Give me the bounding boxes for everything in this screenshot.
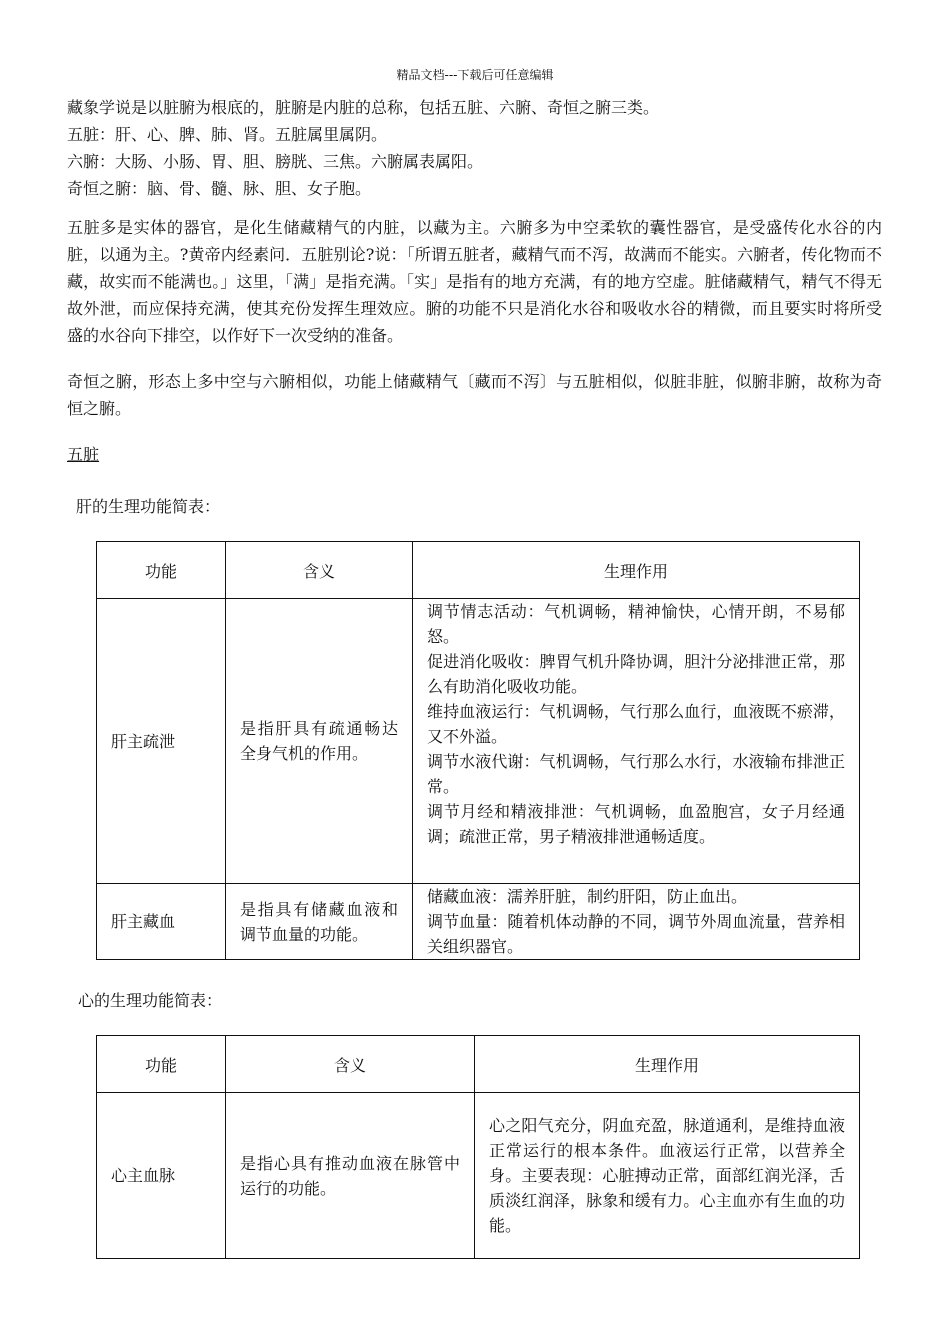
liver-function-table bbox=[96, 541, 860, 960]
meaning-cell: 是指具有储藏血液和调节血量的功能。 bbox=[226, 884, 413, 960]
column-header: 含义 bbox=[226, 542, 413, 599]
effect-item: 调节血量：随着机体动静的不同，调节外周血流量，营养相关组织器官。 bbox=[427, 912, 845, 956]
table-header-row bbox=[97, 542, 860, 599]
meaning-cell: 是指心具有推动血液在脉管中运行的功能。 bbox=[226, 1093, 475, 1259]
column-header: 生理作用 bbox=[413, 542, 860, 599]
function-cell: 心主血脉 bbox=[97, 1093, 226, 1259]
page-header: 精品文档---下载后可任意编辑 bbox=[396, 68, 554, 82]
meaning-cell: 是指肝具有疏通畅达全身气机的作用。 bbox=[226, 599, 413, 884]
effects-cell bbox=[413, 599, 860, 884]
effect-item: 调节情志活动：气机调畅，精神愉快，心情开朗，不易郁怒。 bbox=[427, 602, 845, 646]
function-cell: 肝主藏血 bbox=[97, 884, 226, 960]
intro-line: 五脏：肝、心、脾、肺、肾。五脏属里属阴。 bbox=[67, 125, 388, 144]
liver-table-caption: 肝的生理功能简表： bbox=[76, 497, 221, 516]
effect-item: 调节水液代谢：气机调畅，气行那么水行，水液输布排泄正常。 bbox=[427, 752, 845, 796]
intro-line: 藏象学说是以脏腑为根底的，脏腑是内脏的总称，包括五脏、六腑、奇恒之腑三类。 bbox=[67, 98, 660, 117]
table-header-row bbox=[97, 1036, 860, 1093]
column-header: 功能 bbox=[97, 1036, 226, 1093]
column-header: 生理作用 bbox=[475, 1036, 860, 1093]
effect-item: 储藏血液：濡养肝脏，制约肝阳，防止血出。 bbox=[427, 887, 748, 906]
intro-line: 奇恒之腑：脑、骨、髓、脉、胆、女子胞。 bbox=[67, 179, 372, 198]
column-header: 含义 bbox=[226, 1036, 475, 1093]
heart-table-caption: 心的生理功能简表： bbox=[78, 991, 223, 1010]
heart-function-table bbox=[96, 1035, 860, 1259]
table-row bbox=[97, 884, 860, 960]
section-title: 五脏 bbox=[67, 445, 100, 464]
effects-cell bbox=[413, 884, 860, 960]
effect-item: 调节月经和精液排泄：气机调畅，血盈胞宫，女子月经通调；疏泄正常，男子精液排泄通畅适度。 bbox=[427, 802, 845, 846]
intro-block bbox=[67, 94, 882, 202]
paragraph-extraordinary-fu: 奇恒之腑，形态上多中空与六腑相似，功能上储藏精气〔藏而不泻〕与五脏相似，似脏非脏，似腑非腑，故称为奇恒之腑。 bbox=[67, 372, 882, 418]
effects-cell bbox=[475, 1093, 860, 1259]
function-cell: 肝主疏泄 bbox=[97, 599, 226, 884]
effect-item: 维持血液运行：气机调畅，气行那么血行，血液既不瘀滞，又不外溢。 bbox=[427, 702, 845, 746]
effect-item: 促进消化吸收：脾胃气机升降协调，胆汁分泌排泄正常，那么有助消化吸收功能。 bbox=[427, 652, 845, 696]
table-row bbox=[97, 1093, 860, 1259]
intro-line: 六腑：大肠、小肠、胃、胆、膀胱、三焦。六腑属表属阳。 bbox=[67, 152, 484, 171]
paragraph-zang-fu: 五脏多是实体的器官，是化生储藏精气的内脏，以藏为主。六腑多为中空柔软的囊性器官，是受盛传化水谷的内脏，以通为主。?黄帝内经素问．五脏别论?说：「所谓五脏者，藏精气而不泻，故满而不能实。六腑者，传化物而不藏，故实而不能满也。」这里，「满」是指充满。「实」是指有的地方充满，有的地方空虚。脏储藏精气，精气不得无故外泄，而应保持充满，使其充份发挥生理效应。腑的功能不只是消化水谷和吸收水谷的精微，而且要实时将所受盛的水谷向下排空，以作好下一次受纳的准备。 bbox=[67, 218, 882, 345]
column-header: 功能 bbox=[97, 542, 226, 599]
table-row bbox=[97, 599, 860, 884]
effect-item: 心之阳气充分，阴血充盈，脉道通利，是维持血液正常运行的根本条件。血液运行正常，以营养全身。主要表现：心脏搏动正常，面部红润光泽，舌质淡红润泽，脉象和缓有力。心主血亦有生血的功能。 bbox=[489, 1116, 845, 1235]
